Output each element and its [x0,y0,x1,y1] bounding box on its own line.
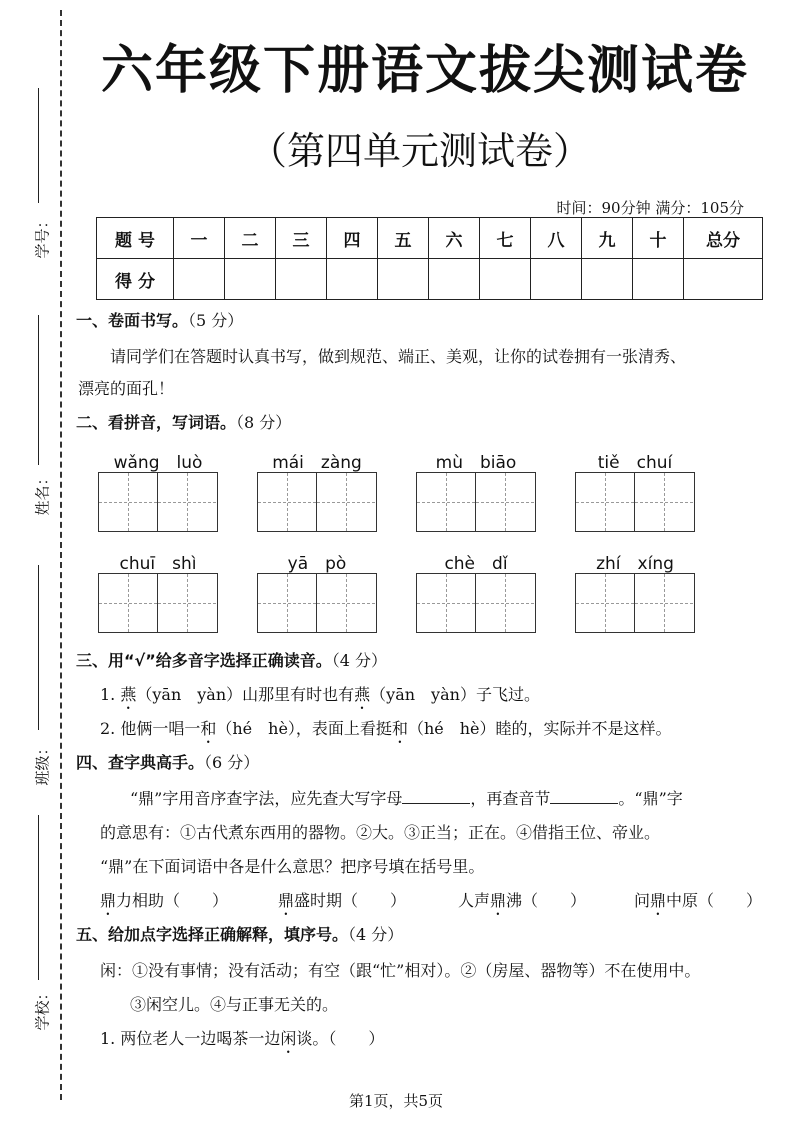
section5-heading [76,922,403,945]
q-text: 沸（ ） [506,891,587,910]
name-line [38,315,39,465]
q-text: 力相助（ ） [116,891,229,910]
pinyin-syllable: chuí [636,453,673,473]
pinyin-item-2 [257,448,377,473]
pinyin-syllable: wǎng [113,453,160,473]
name-label: 姓名： [33,470,52,516]
dotted-char: 鼎 [650,891,667,910]
pinyin-item-4 [575,448,695,473]
q-text: 问 [634,891,651,910]
score-col-2: 二 [225,218,276,259]
section4-line2: 的意思有：①古代煮东西用的器物。②大。③正当；正在。④借指王位、帝业。 [100,823,661,842]
section5-question1 [100,1026,384,1057]
score-col-8: 八 [531,218,582,259]
answer-blank-syllable[interactable] [550,789,618,804]
score-col-3: 三 [276,218,327,259]
section3-heading [76,648,387,671]
section1-title: 一、卷面书写。 [76,311,189,330]
q-text: （yān yàn）山那里有时也有 [136,685,355,704]
answer-blank-letter[interactable] [402,789,470,804]
class-label: 班级： [33,740,52,786]
writing-grid-8[interactable] [575,573,695,633]
q-text: 人声 [458,891,491,910]
section1-text-line1: 请同学们在答题时认真书写，做到规范、端正、美观，让你的试卷拥有一张清秀、 [110,347,687,366]
score-table-header-row [97,218,763,259]
pinyin-syllable: chuī [119,554,156,574]
pinyin-syllable: mù [435,453,463,473]
score-cell[interactable] [531,259,582,300]
pinyin-item-8 [575,549,695,574]
score-table-score-row [97,259,763,300]
q-text: 中原（ ） [666,891,763,910]
pinyin-syllable: yā [287,554,309,574]
section1-points: （5 分） [188,311,244,330]
pinyin-syllable: mái [272,453,304,473]
dotted-char: 和 [391,719,408,738]
score-col-1: 一 [174,218,225,259]
writing-grid-7[interactable] [416,573,536,633]
section3-title: 三、用“√”给多音字选择正确读音。 [76,651,332,670]
section4-heading [76,750,259,773]
class-line [38,565,39,730]
q-text: （hé hè）睦的，实际并不是这样。 [407,719,672,738]
pinyin-item-1 [98,448,218,473]
q-text: 盛时期（ ） [294,891,407,910]
dotted-char: 鼎 [490,891,507,910]
pinyin-syllable: zhí [596,554,621,574]
school-line [38,815,39,980]
section4-points: （6 分） [204,753,260,772]
section4-word-1 [100,888,228,919]
score-col-7: 七 [480,218,531,259]
q-text: 。“鼎”字 [618,789,683,808]
pinyin-syllable: xíng [637,554,674,574]
section5-points: （4 分） [348,925,404,944]
school-label: 学校： [33,985,52,1031]
pinyin-syllable: luò [176,453,203,473]
dotted-char: 鼎 [100,891,117,910]
section5-def-line2: ③闲空儿。④与正事无关的。 [130,995,339,1014]
score-col-5: 五 [378,218,429,259]
score-cell[interactable] [174,259,225,300]
q-text: 1. 两位老人一边喝茶一边 [100,1029,281,1048]
section4-word-2 [278,888,406,919]
dotted-char: 燕 [120,685,137,704]
page-number: 第1页，共5页 [348,1092,444,1110]
section4-line1 [130,786,683,809]
pinyin-item-6 [257,549,377,574]
q-text: （hé hè），表面上看挺 [216,719,392,738]
score-col-6: 六 [429,218,480,259]
section4-line3: “鼎”在下面词语中各是什么意思？把序号填在括号里。 [100,857,485,876]
section2-points: （8 分） [236,413,292,432]
section3-question1 [100,682,540,713]
section1-text-line2: 漂亮的面孔！ [78,379,175,398]
section2-heading [76,410,291,433]
dotted-char: 闲 [280,1029,297,1048]
score-header-label: 题 号 [97,218,174,259]
dotted-char: 和 [200,719,217,738]
writing-grid-2[interactable] [257,472,377,532]
q-text: （yān yàn）子飞过。 [370,685,540,704]
dotted-char: 鼎 [278,891,295,910]
student-id-line [38,88,39,203]
section4-title: 四、查字典高手。 [76,753,205,772]
page-title: 六年级下册语文拔尖测试卷 [100,41,749,101]
writing-grid-5[interactable] [98,573,218,633]
pinyin-syllable: zàng [320,453,362,473]
score-cell[interactable] [327,259,378,300]
writing-grid-4[interactable] [575,472,695,532]
score-cell-total[interactable] [684,259,763,300]
score-row-label: 得 分 [97,259,174,300]
q-text: ，再查音节 [470,789,551,808]
section2-title: 二、看拼音，写词语。 [76,413,237,432]
pinyin-item-5 [98,549,218,574]
q-text: “鼎”字用音序查字法，应先查大写字母 [130,789,403,808]
pinyin-syllable: tiě [597,453,620,473]
score-cell[interactable] [582,259,633,300]
q-text: 1. [100,685,121,704]
section4-word-4 [634,888,762,919]
section3-points: （4 分） [331,651,387,670]
score-col-10: 十 [633,218,684,259]
score-cell[interactable] [378,259,429,300]
score-cell[interactable] [429,259,480,300]
section3-question2 [100,716,672,747]
pinyin-syllable: dǐ [492,554,508,574]
pinyin-syllable: pò [325,554,347,574]
pinyin-syllable: chè [444,554,476,574]
score-col-9: 九 [582,218,633,259]
score-cell[interactable] [276,259,327,300]
time-info: 时间：90分钟 满分：105分 [556,199,744,217]
q-text: 2. 他俩一唱一 [100,719,201,738]
writing-grid-3[interactable] [416,472,536,532]
writing-grid-6[interactable] [257,573,377,633]
section5-title: 五、给加点字选择正确解释，填序号。 [76,925,349,944]
section5-def-line1: 闲：①没有事情；没有活动；有空（跟“忙”相对）。②（房屋、器物等）不在使用中。 [100,961,701,980]
score-cell[interactable] [633,259,684,300]
pinyin-item-7 [416,549,536,574]
binding-dashed-line [60,10,62,1100]
score-col-4: 四 [327,218,378,259]
page-subtitle: （第四单元测试卷） [248,129,591,173]
section1-heading [76,308,243,331]
dotted-char: 燕 [354,685,371,704]
score-cell[interactable] [480,259,531,300]
score-cell[interactable] [225,259,276,300]
section4-word-3 [458,888,586,919]
writing-grid-1[interactable] [98,472,218,532]
score-col-total: 总分 [684,218,763,259]
pinyin-syllable: biāo [480,453,517,473]
pinyin-item-3 [416,448,536,473]
student-id-label: 学号： [33,213,52,259]
pinyin-syllable: shì [172,554,197,574]
score-table [96,217,763,300]
q-text: 谈。（ ） [296,1029,385,1048]
